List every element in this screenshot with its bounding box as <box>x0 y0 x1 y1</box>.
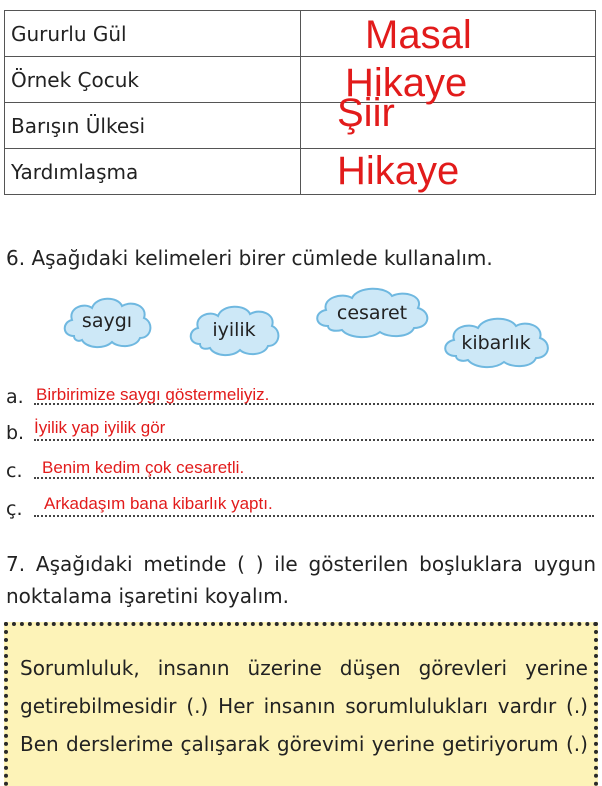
table-row <box>5 57 596 103</box>
line-letter: a. <box>6 386 24 408</box>
handwritten-answer: Şiir <box>337 91 395 135</box>
handwritten-sentence: Arkadaşım bana kibarlık yaptı. <box>44 494 273 513</box>
answer-line-a <box>6 378 594 408</box>
text-line: getirebilmesidir (.) Her insanın sorumlulukları vardır (.) <box>20 694 588 718</box>
story-title: Barışın Ülkesi <box>5 103 301 149</box>
question-7-prompt <box>6 548 596 612</box>
line-letter: b. <box>6 422 25 444</box>
answer-line-b <box>6 414 594 444</box>
dotted-line <box>34 439 594 441</box>
word-label: kibarlık <box>461 332 531 354</box>
story-title: Gururlu Gül <box>5 11 301 57</box>
genre-table <box>4 10 596 195</box>
story-title: Yardımlaşma <box>5 149 301 195</box>
line-letter: c. <box>6 460 23 482</box>
word-cloud-cesaret <box>312 286 432 340</box>
word-cloud-saygi <box>60 292 154 350</box>
word-label: iyilik <box>212 319 256 341</box>
handwritten-answer: Masal <box>365 13 472 57</box>
handwritten-answer: Hikaye <box>345 61 468 105</box>
handwritten-sentence: Benim kedim çok cesaretli. <box>42 458 245 477</box>
answer-line-c <box>6 452 594 482</box>
punctuation-text-box <box>4 622 598 786</box>
table-row <box>5 11 596 57</box>
word-label: cesaret <box>336 302 408 324</box>
question-6-prompt: 6. Aşağıdaki kelimeleri birer cümlede kullanalım. <box>6 246 493 270</box>
handwritten-sentence: Birbirimize saygı göstermeliyiz. <box>36 385 270 404</box>
text-line: Ben derslerime çalışarak görevimi yerine getiriyorum (.) <box>20 732 588 756</box>
word-cloud-iyilik <box>186 302 282 358</box>
line-letter: ç. <box>6 498 23 520</box>
table-row <box>5 103 596 149</box>
blank-parenthesis[interactable]: (.) <box>186 694 209 718</box>
story-title: Örnek Çocuk <box>5 57 301 103</box>
blank-parenthesis[interactable]: (.) <box>565 732 588 756</box>
text-line: Sorumluluk, insanın üzerine düşen görevleri yerine <box>20 656 588 680</box>
handwritten-sentence: İyilik yap iyilik gör <box>34 418 166 437</box>
handwritten-answer: Hikaye <box>337 149 460 193</box>
answer-line-c-cedilla <box>6 490 594 520</box>
prompt-line: 7. Aşağıdaki metinde ( ) ile gösterilen boşluklara uygun <box>6 552 596 576</box>
prompt-line: noktalama işaretini koyalım. <box>6 584 289 608</box>
word-cloud-kibarlik <box>440 316 552 370</box>
blank-parenthesis[interactable]: (.) <box>566 694 588 718</box>
table-row <box>5 149 596 195</box>
word-label: saygı <box>81 310 133 332</box>
dotted-line <box>34 515 594 517</box>
